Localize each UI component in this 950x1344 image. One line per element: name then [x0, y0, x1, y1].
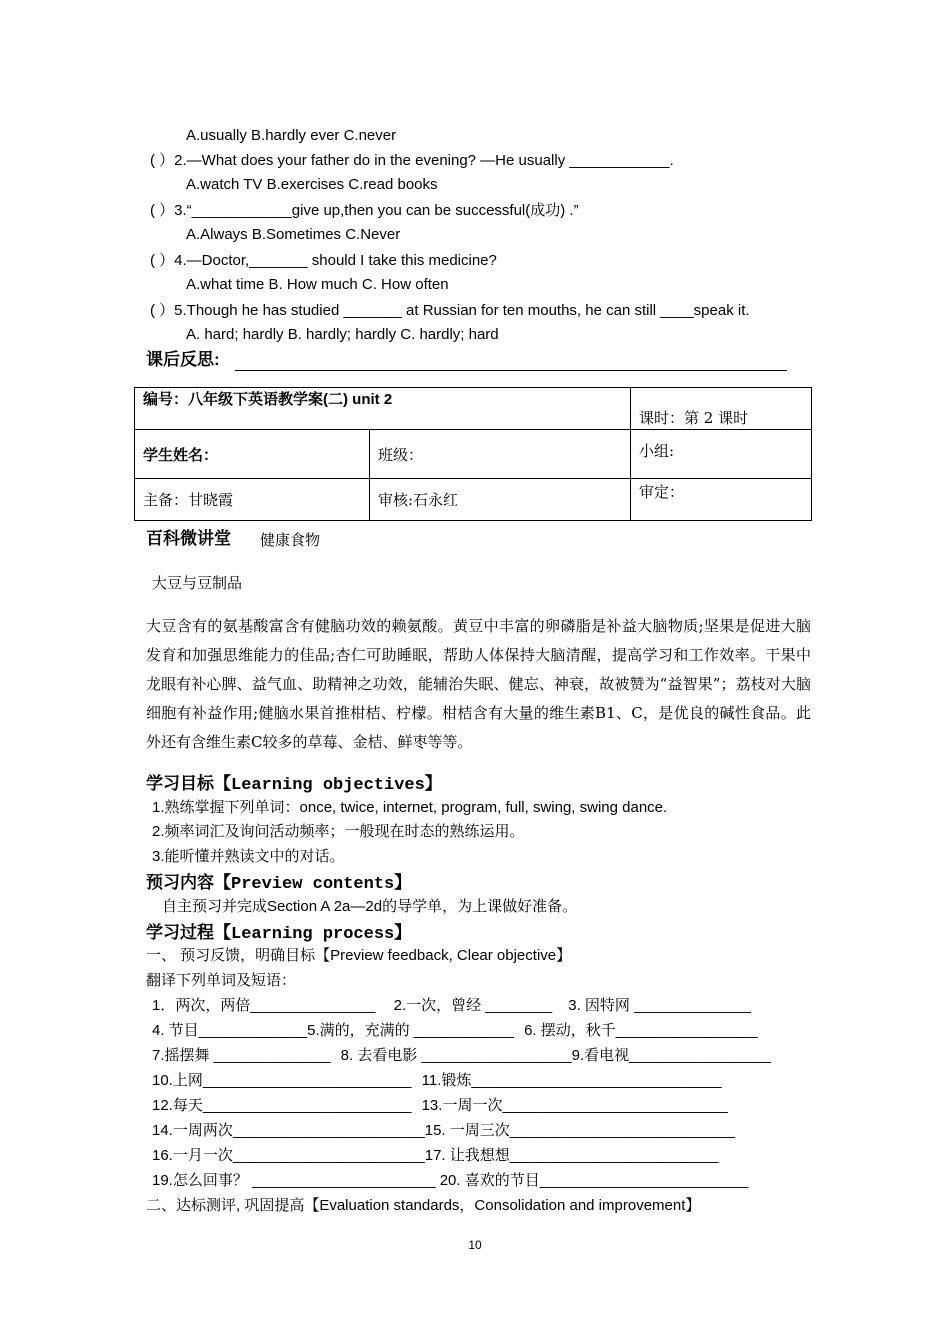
question-5: ( ）5.Though he has studied _______ at Russian for ten mouths, he can still ____speak it. [150, 302, 750, 319]
preview-heading [146, 873, 411, 895]
vocab-row [152, 1146, 718, 1166]
vocab-item: 2.一次，曾经 ________ [393, 997, 553, 1014]
vocab-item: 11.锻炼______________________________ [421, 1072, 722, 1089]
preview-text: 自主预习并完成Section A 2a—2d的导学单，为上课做好准备。 [162, 898, 578, 915]
vocab-item: 16.一月一次_______________________17. 让我想想_________________________ [152, 1147, 719, 1164]
reflection-line [235, 370, 787, 371]
process-heading-cn: 学习过程 [146, 923, 214, 942]
vocab-row [152, 1121, 735, 1141]
vocab-item: 8. 去看电影 __________________9.看电视_________________ [340, 1047, 771, 1064]
group-cell: 小组: [631, 430, 812, 479]
approved-by-cell: 审定： [631, 479, 812, 521]
vocab-row [152, 1071, 722, 1091]
vocab-row [152, 1171, 748, 1191]
info-table [134, 387, 812, 521]
table-title: 编号：八年级下英语教学案(二) unit 2 [135, 388, 631, 430]
question-4: ( ）4.—Doctor,_______ should I take this medicine? [150, 252, 497, 269]
process-step-1: 一、 预习反馈，明确目标【Preview feedback, Clear objective】 [146, 947, 572, 964]
prepared-by-cell: 主备：甘晓霞 [135, 479, 370, 521]
lesson-cell: 课时：第 2 课时 [631, 388, 812, 430]
q1-options: A.usually B.hardly ever C.never [186, 127, 397, 144]
q3-options: A.Always B.Sometimes C.Never [186, 226, 401, 243]
q4-options: A.what time B. How much C. How often [186, 276, 449, 293]
objective-item: 3.能听懂并熟读文中的对话。 [152, 848, 345, 865]
encyclopedia-paragraph: 大豆含有的氨基酸富含有健脑功效的赖氨酸。黄豆中丰富的卵磷脂是补益大脑物质;坚果是促进大脑发育和加强思维能力的佳品;杏仁可助睡眠，帮助人体保持大脑清醒，提高学习和工作效率。干果中龙眼有补心脾、益气血、助精神之功效，能辅治失眠、健忘、神衰，故被赞为“益智果”；荔枝对大脑细胞有补益作用;健脑水果首推柑桔、柠檬。柑桔含有大量的维生素B1、C，是优良的碱性食品。此外还有含维生素C较多的草莓、金桔、鲜枣等等。 [146, 617, 811, 751]
vocab-row [152, 1046, 771, 1066]
encyclopedia-topic: 健康食物 [260, 531, 321, 549]
vocab-item: 3. 因特网 ______________ [568, 997, 751, 1014]
vocab-item: 13.一周一次___________________________ [421, 1097, 728, 1114]
objectives-heading-en: 【Learning objectives】 [214, 776, 442, 795]
vocab-item: 4. 节目_____________5.满的，充满的 ____________ [152, 1022, 514, 1039]
question-3: ( ）3.“____________give up,then you can be successful(成功) .” [150, 202, 579, 219]
preview-heading-en: 【Preview contents】 [214, 875, 412, 894]
q5-options: A. hard; hardly B. hardly; hardly C. hardly; hard [186, 326, 499, 343]
vocab-row [152, 1021, 758, 1041]
vocab-item: 1．两次，两倍_______________ [152, 997, 376, 1014]
vocab-item: 12.每天_________________________ [152, 1097, 412, 1114]
encyclopedia-heading: 百科微讲堂 [146, 529, 231, 548]
process-heading [146, 923, 411, 945]
vocab-row [152, 996, 751, 1016]
vocab-item: 19.怎么回事？ ______________________ 20. 喜欢的节目_________________________ [152, 1172, 749, 1189]
process-heading-en: 【Learning process】 [214, 925, 412, 944]
student-name-cell: 学生姓名： [135, 430, 370, 479]
class-cell: 班级： [370, 430, 631, 479]
q2-options: A.watch TV B.exercises C.read books [186, 176, 438, 193]
question-2: ( ）2.—What does your father do in the evening? —He usually ____________. [150, 152, 674, 169]
objectives-heading [146, 774, 442, 796]
objective-item: 2.频率词汇及询问活动频率；一般现在时态的熟练运用。 [152, 823, 525, 840]
vocab-row [152, 1096, 728, 1116]
preview-heading-cn: 预习内容 [146, 873, 214, 892]
vocab-item: 14.一周两次_______________________15. 一周三次___________________________ [152, 1122, 735, 1139]
vocab-item: 10.上网_________________________ [152, 1072, 412, 1089]
objectives-heading-cn: 学习目标 [146, 774, 214, 793]
process-step-2: 二、达标测评, 巩固提高【Evaluation standards，Consolidation and improvement】 [146, 1197, 701, 1214]
objective-item: 1.熟练掌握下列单词：once, twice, internet, program, full, swing, swing dance. [152, 799, 668, 816]
vocab-item: 7.摇摆舞 ______________ [152, 1047, 331, 1064]
reviewed-by-cell: 审核:石永红 [370, 479, 631, 521]
page-number: 10 [468, 1238, 482, 1252]
vocab-item: 6. 摆动，秋千_________________ [524, 1022, 758, 1039]
translate-prompt: 翻译下列单词及短语： [146, 972, 297, 989]
encyclopedia-subtitle: 大豆与豆制品 [152, 574, 243, 592]
reflection-label: 课后反思: [146, 350, 220, 369]
